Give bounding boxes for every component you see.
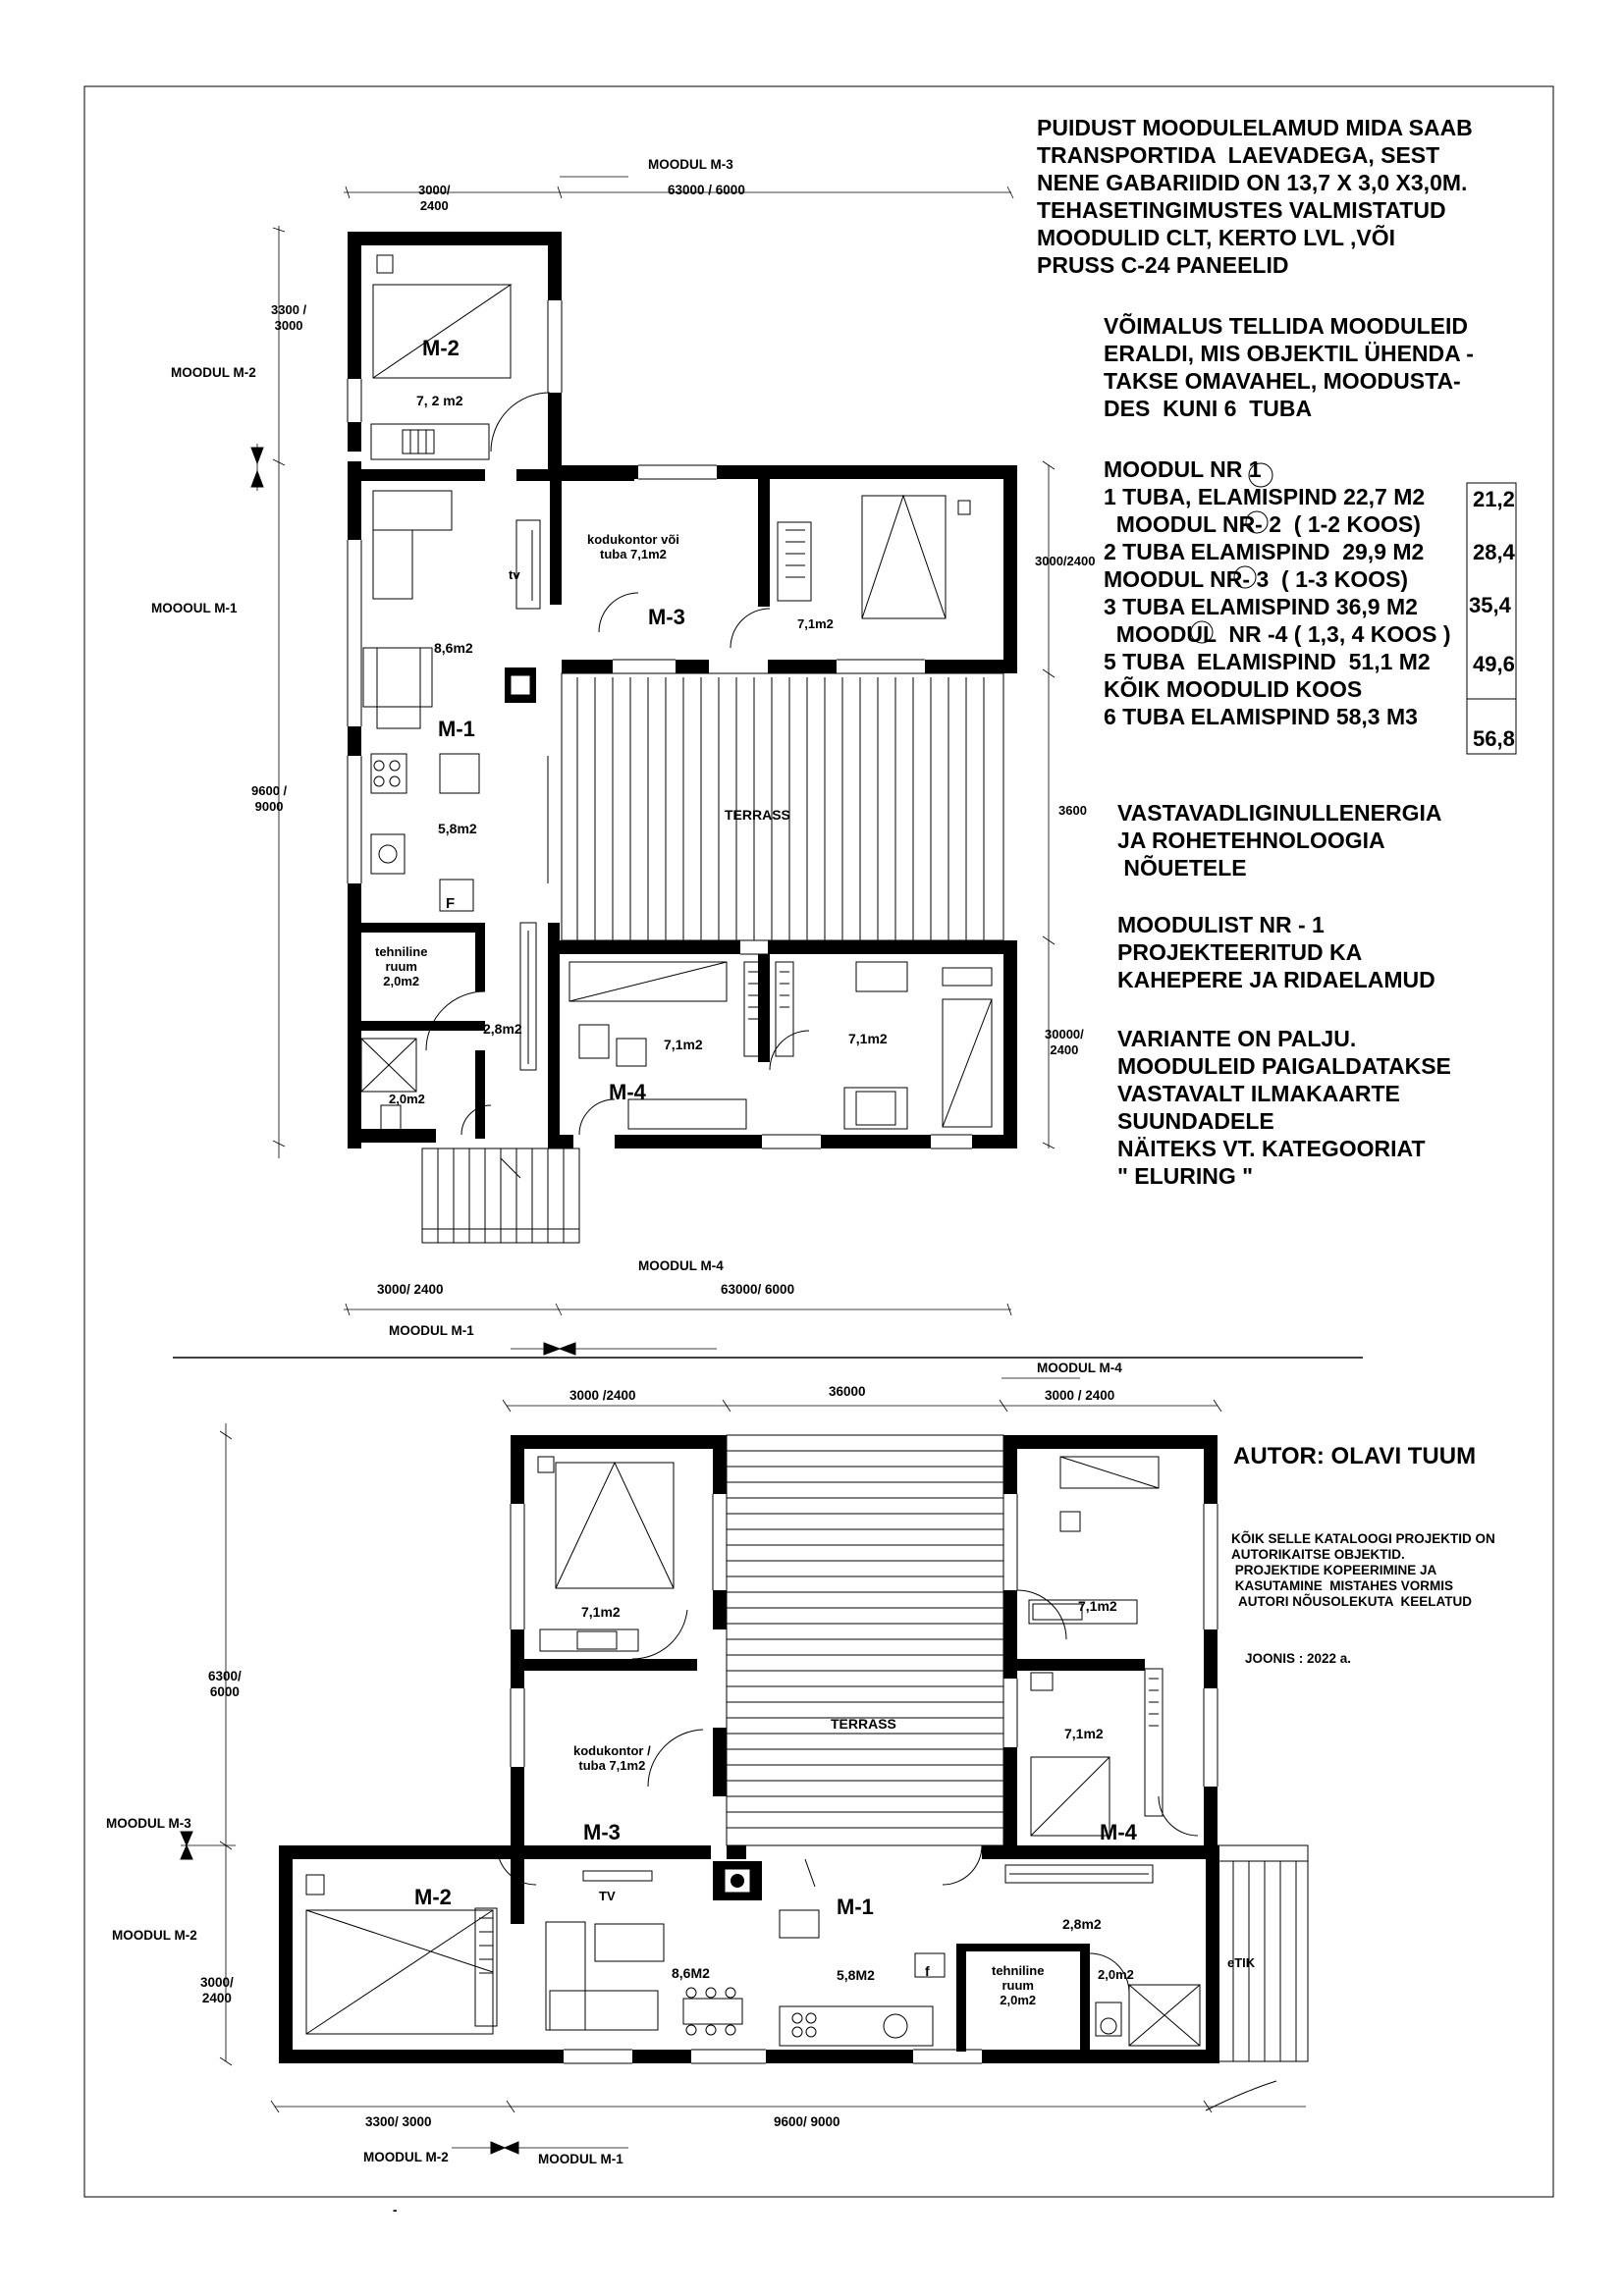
room-living-area: 8,6m2	[434, 640, 473, 656]
p2-living-area: 8,6M2	[672, 1965, 710, 1981]
dim-30000-2400: 30000/ 2400	[1045, 1027, 1084, 1057]
bathroom-area: 2,0m2	[389, 1092, 425, 1106]
p2-dim-3000-2400-a: 3000 /2400	[569, 1388, 636, 1403]
area-value-2: 28,4	[1473, 540, 1515, 564]
room-m4-left-area: 7,1m2	[664, 1037, 703, 1052]
note-modules: MOODUL NR 1 1 TUBA, ELAMISPIND 22,7 M2 MOODUL NR- 2 ( 1-2 KOOS) 2 TUBA ELAMISPIND 29,9 M2 MOODUL NR- 3 ( 1-3 KOOS) 3 TUBA ELAMISPIND 36,9 M2 MOODUL NR -4 ( 1,3, 4 KOOS ) 5 TUBA ELAMISPIND 51,1 M2 KÕIK MOODULID KOOS 6 TUBA ELAMISPIND 58,3 M3	[1104, 456, 1451, 729]
p2-label-moodul-m1-bottom: MOODUL M-1	[538, 2152, 623, 2166]
label-mooul-m1-left: MOOOUL M-1	[151, 601, 238, 615]
p2-label-moodul-m2: MOODUL M-2	[112, 1928, 197, 1943]
p2-tv-label: TV	[599, 1889, 616, 1903]
note-energy: VASTAVADLIGINULLENERGIA JA ROHETEHNOLOOGIA NÕUETELE	[1117, 800, 1442, 881]
p2-room-kodukontor-label: kodukontor / tuba 7,1m2	[573, 1743, 651, 1773]
p2-technical-room-label: tehniline ruum 2,0m2	[992, 1963, 1045, 2007]
label-moodul-m3-top: MOODUL M-3	[648, 157, 733, 172]
p2-etik-label: eTIK	[1227, 1955, 1256, 1970]
note-order: VÕIMALUS TELLIDA MOODULEID ERALDI, MIS OBJEKTIL ÜHENDA - TAKSE OMAVAHEL, MOODUSTA- DES KUNI 6 TUBA	[1104, 313, 1474, 421]
area-value-5: 56,8	[1473, 726, 1515, 751]
room-m4-right-area: 7,1m2	[848, 1031, 888, 1046]
dim-63000-6000-bottom: 63000/ 6000	[721, 1282, 795, 1297]
room-m4-label: M-4	[609, 1080, 646, 1104]
p2-dim-3000-2400-b: 3000 / 2400	[1045, 1388, 1115, 1403]
p2-room-m1-label: M-1	[837, 1895, 874, 1919]
author-label: AUTOR: OLAVI TUUM	[1233, 1443, 1477, 1469]
p2-label-moodul-m2-bottom: MOODUL M-2	[363, 2150, 449, 2164]
p2-dim-6300-6000: 6300/ 6000	[208, 1669, 242, 1699]
p2-kitchen-area: 5,8M2	[837, 1967, 875, 1983]
plan-1	[251, 177, 1055, 1355]
note-intro: PUIDUST MOODULELAMUD MIDA SAAB TRANSPORTIDA LAEVADEGA, SEST NENE GABARIIDID ON 13,7 X 3,0 X3,0M. TEHASETINGIMUSTES VALMISTATUD MOODULID CLT, KERTO LVL ,VÕI PRUSS C-24 PANEELID	[1037, 115, 1473, 278]
room-kodukontor-label: kodukontor või tuba 7,1m2	[587, 532, 679, 561]
p2-room-m3-label: M-3	[583, 1820, 621, 1844]
p2-dim-9600-9000: 9600/ 9000	[774, 2114, 840, 2129]
room-m2-label: M-2	[422, 336, 460, 360]
p2-dim-36000: 36000	[829, 1384, 866, 1399]
room-m2-area: 7, 2 m2	[416, 393, 463, 408]
p2-room-m2-label: M-2	[414, 1885, 452, 1909]
dim-9600-9000: 9600 / 9000	[251, 783, 288, 814]
label-moodul-m2-left: MOODUL M-2	[171, 365, 256, 380]
label-moodul-m1-bottom: MOODUL M-1	[389, 1323, 474, 1338]
note-projected: MOODULIST NR - 1 PROJEKTEERITUD KA KAHEPERE JA RIDAELAMUD	[1117, 912, 1435, 992]
p2-room-m4-top-area: 7,1m2	[1078, 1598, 1117, 1614]
dim-3600: 3600	[1058, 803, 1087, 818]
area-value-4: 49,6	[1473, 652, 1515, 676]
footer-dash: -	[393, 2203, 398, 2217]
label-moodul-m4-bottom: MOODUL M-4	[638, 1258, 724, 1273]
fridge-label: F	[446, 895, 456, 912]
hall-area: 2,8m2	[483, 1021, 522, 1037]
joonis-year: JOONIS : 2022 a.	[1245, 1651, 1352, 1666]
p2-bathroom-area: 2,0m2	[1098, 1967, 1134, 1982]
p2-label-moodul-m3: MOODUL M-3	[106, 1816, 191, 1831]
tv-label: tv	[509, 567, 520, 582]
copyright-note: KÕIK SELLE KATALOOGI PROJEKTID ON AUTORIKAITSE OBJEKTID. PROJEKTIDE KOPEERIMINE JA KASUTAMINE MISTAHES VORMIS AUTORI NÕUSOLEKUTA KEELATUD	[1231, 1531, 1495, 1609]
p2-room-m4-middle-area: 7,1m2	[1064, 1726, 1104, 1741]
room-kitchen-area: 5,8m2	[438, 821, 477, 836]
dim-3300-3000: 3300 / 3000	[271, 302, 307, 333]
room-m3-label: M-3	[648, 605, 685, 629]
dim-3000-2400-bottom: 3000/ 2400	[377, 1282, 444, 1297]
room-m3-bedroom-area: 7,1m2	[797, 616, 834, 631]
p2-terrace-label: TERRASS	[831, 1716, 896, 1732]
technical-room-label: tehniline ruum 2,0m2	[375, 944, 428, 988]
area-value-3: 35,4	[1469, 593, 1511, 617]
p2-label-moodul-m4: MOODUL M-4	[1037, 1361, 1122, 1375]
room-m1-label: M-1	[438, 717, 475, 741]
dim-3000-2400-right: 3000/2400	[1035, 554, 1096, 568]
area-value-1: 21,2	[1473, 487, 1515, 511]
terrace-label: TERRASS	[725, 807, 790, 823]
p2-dim-3300-3000: 3300/ 3000	[365, 2114, 432, 2129]
note-variants: VARIANTE ON PALJU. MOODULEID PAIGALDATAKSE VASTAVALT ILMAKAARTE SUUNDADELE NÄITEKS VT. KATEGOORIAT " ELURING "	[1117, 1026, 1451, 1189]
dim-3000-2400-top: 3000/ 2400	[418, 183, 451, 213]
dim-63000-6000-top: 63000 / 6000	[668, 183, 745, 197]
p2-room-m4-label: M-4	[1100, 1820, 1137, 1844]
p2-hall-area: 2,8m2	[1062, 1916, 1102, 1932]
p2-dim-3000-2400-c: 3000/ 2400	[200, 1975, 234, 2005]
p2-fridge-label: f	[925, 1963, 930, 1979]
p2-room-m3-bedroom-area: 7,1m2	[581, 1604, 621, 1620]
